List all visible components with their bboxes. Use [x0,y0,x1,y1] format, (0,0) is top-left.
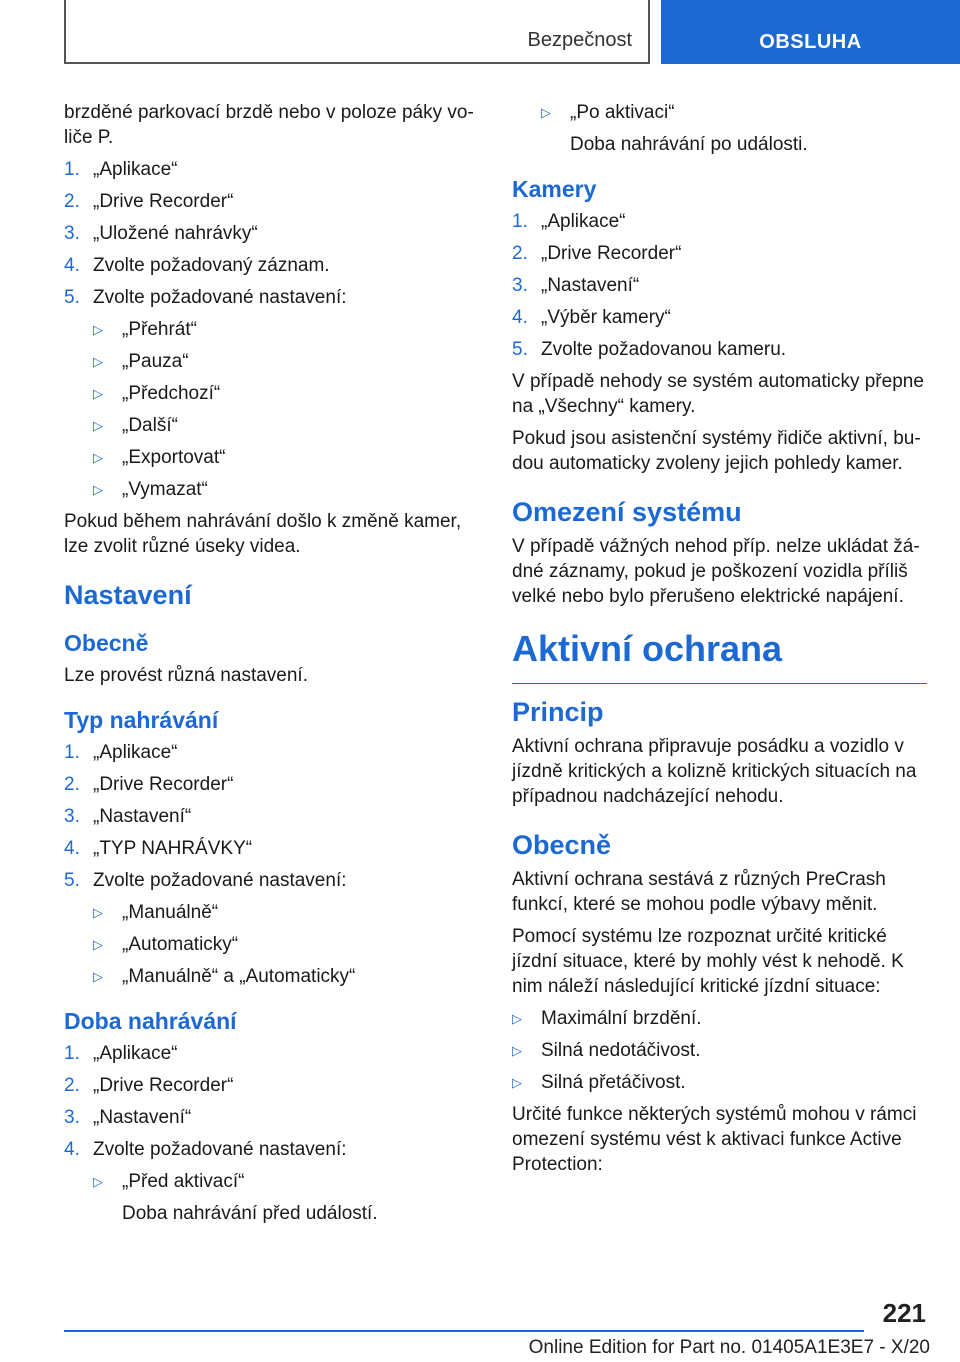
camera-change-paragraph: Pokud během nahrávání došlo k změně kamer, lze zvolit různé úseky videa. [64,511,462,557]
list-item [64,189,479,214]
triangle-bullet-icon: ▷ [93,482,103,497]
header-section-title: Bezpečnost [527,29,632,51]
sub-list-duration-before [64,1169,479,1226]
sub-item-note: Doba nahrávání po události. [570,134,808,155]
list-item [541,100,927,157]
list-item [64,1041,479,1066]
step-number: 5. [512,339,528,360]
list-item [93,900,479,925]
list-item [93,964,479,989]
list-item [93,932,479,957]
heading-aktivni-ochrana: Aktivní ochrana [512,627,927,684]
list-item [64,1137,479,1162]
heading-nastaveni: Nastavení [64,580,192,610]
steps-list-recording-duration [64,1041,479,1162]
heading-kamery: Kamery [512,176,597,202]
right-column [512,100,927,1184]
step-number: 2. [64,774,80,795]
list-item [512,241,927,266]
bullet-text: Maximální brzdění. [541,1008,702,1029]
list-item [64,221,479,246]
triangle-bullet-icon: ▷ [512,1011,522,1026]
critical-situations-list [512,1006,927,1095]
step-number: 3. [64,223,80,244]
page-number: 221 [882,1298,926,1328]
step-number: 3. [64,1107,80,1128]
list-item [512,1006,927,1031]
heading-obecne: Obecně [64,630,149,656]
list-item [512,1038,927,1063]
step-text: „Nastavení“ [93,1107,192,1128]
triangle-bullet-icon: ▷ [541,105,551,120]
heading-doba-nahravani: Doba nahrávání [64,1008,237,1034]
list-item [512,305,927,330]
list-item [93,1169,479,1226]
list-item [93,317,479,342]
triangle-bullet-icon: ▷ [93,322,103,337]
list-item [512,209,927,234]
triangle-bullet-icon: ▷ [93,937,103,952]
sub-list-duration-after [512,100,927,157]
header-chapter-title: OBSLUHA [759,31,862,53]
step-number: 4. [64,255,80,276]
step-text: Zvolte požadovanou kameru. [541,339,787,360]
sub-item-text: „Před aktivací“ [122,1171,245,1192]
step-text: „Drive Recorder“ [93,191,234,212]
triangle-bullet-icon: ▷ [93,905,103,920]
step-text: „Nastavení“ [93,806,192,827]
list-item [64,1073,479,1098]
sub-item-text: „Přehrát“ [122,319,197,340]
list-item [93,413,479,438]
cameras-paragraph-1: V případě nehody se systém automaticky přepne na „Všechny“ kamery. [512,371,924,417]
list-item [64,836,479,861]
sub-item-text: „Další“ [122,415,178,436]
heading-obecne-2: Obecně [512,830,612,860]
step-number: 5. [64,870,80,891]
triangle-bullet-icon: ▷ [93,386,103,401]
sub-item-text: „Pauza“ [122,351,189,372]
step-text: Zvolte požadované nastavení: [93,870,347,891]
step-text: „Drive Recorder“ [541,243,682,264]
steps-list-cameras [512,209,927,362]
triangle-bullet-icon: ▷ [93,1174,103,1189]
triangle-bullet-icon: ▷ [93,969,103,984]
list-item [93,381,479,406]
step-text: „Aplikace“ [541,211,626,232]
bullet-text: Silná přetáčivost. [541,1072,686,1093]
list-item [64,157,479,182]
triangle-bullet-icon: ▷ [93,354,103,369]
sub-item-text: „Po aktivaci“ [570,102,675,123]
step-number: 2. [64,1075,80,1096]
footer-edition: Online Edition for Part no. 01405A1E3E7 - X/20 [528,1337,930,1358]
list-item [64,772,479,797]
heading-princip: Princip [512,697,604,727]
step-number: 1. [64,742,80,763]
bullet-text: Silná nedotáčivost. [541,1040,701,1061]
step-number: 4. [512,307,528,328]
list-item [93,445,479,470]
sub-item-text: „Vymazat“ [122,479,208,500]
intro-paragraph: brzděné parkovací brzdě nebo v poloze páky vo-liče P. [64,102,474,148]
header-chapter-box [661,0,960,64]
step-number: 4. [64,1139,80,1160]
triangle-bullet-icon: ▷ [93,450,103,465]
princip-paragraph: Aktivní ochrana připravuje posádku a vozidlo v jízdně kritických a kolizně kritických situacích na případnou nadcházející nehodu. [512,736,917,807]
list-item [64,804,479,829]
step-text: „Aplikace“ [93,1043,178,1064]
omezeni-paragraph: V případě vážných nehod příp. nelze ukládat žá-dné záznamy, pokud je poškození vozidla příliš velké nebo bylo přerušeno elektrické napájení. [512,536,920,607]
list-item [64,285,479,310]
step-text: „Drive Recorder“ [93,774,234,795]
step-number: 3. [512,275,528,296]
footer-divider [64,1330,864,1332]
header-section-box [64,0,650,64]
step-text: „Aplikace“ [93,742,178,763]
step-text: „Aplikace“ [93,159,178,180]
active-protection-paragraph: Určité funkce některých systémů mohou v rámci omezení systému vést k aktivaci funkce Active Protection: [512,1104,917,1175]
triangle-bullet-icon: ▷ [512,1043,522,1058]
cameras-paragraph-2: Pokud jsou asistenční systémy řidiče aktivní, bu-dou automaticky zvoleny jejich pohledy kamer. [512,428,921,474]
sub-item-note: Doba nahrávání před událostí. [122,1203,378,1224]
list-item [512,1070,927,1095]
step-number: 1. [64,159,80,180]
step-text: Zvolte požadované nastavení: [93,1139,347,1160]
sub-item-text: „Manuálně“ a „Automaticky“ [122,966,356,987]
step-text: Zvolte požadované nastavení: [93,287,347,308]
step-text: Zvolte požadovaný záznam. [93,255,330,276]
step-text: „TYP NAHRÁVKY“ [93,838,253,859]
sub-item-text: „Předchozí“ [122,383,221,404]
step-number: 1. [512,211,528,232]
heading-omezeni-systemu: Omezení systému [512,497,742,527]
left-column [64,100,479,1233]
step-text: „Výběr kamery“ [541,307,671,328]
step-text: „Nastavení“ [541,275,640,296]
sub-item-text: „Automaticky“ [122,934,239,955]
list-item [64,740,479,765]
step-text: „Uložené nahrávky“ [93,223,258,244]
sub-list-recording-type [64,900,479,989]
triangle-bullet-icon: ▷ [512,1075,522,1090]
steps-list-recording-type [64,740,479,893]
step-number: 2. [512,243,528,264]
list-item [93,349,479,374]
step-number: 1. [64,1043,80,1064]
list-item [64,1105,479,1130]
step-number: 4. [64,838,80,859]
sub-item-text: „Exportovat“ [122,447,226,468]
sub-item-text: „Manuálně“ [122,902,219,923]
sub-list-playback [64,317,479,502]
step-number: 3. [64,806,80,827]
triangle-bullet-icon: ▷ [93,418,103,433]
list-item [64,253,479,278]
obecne-paragraph-1: Aktivní ochrana sestává z různých PreCrash funkcí, které se mohou podle výbavy měnit. [512,869,886,915]
list-item [64,868,479,893]
step-number: 2. [64,191,80,212]
step-number: 5. [64,287,80,308]
list-item [93,477,479,502]
list-item [512,273,927,298]
steps-list-recordings [64,157,479,310]
step-text: „Drive Recorder“ [93,1075,234,1096]
obecne-paragraph: Lze provést různá nastavení. [64,665,308,686]
obecne-paragraph-2: Pomocí systému lze rozpoznat určité kritické jízdní situace, které by mohly vést k nehodě. K nim náleží následující kritické jízdní situace: [512,926,904,997]
list-item [512,337,927,362]
heading-typ-nahravani: Typ nahrávání [64,707,219,733]
